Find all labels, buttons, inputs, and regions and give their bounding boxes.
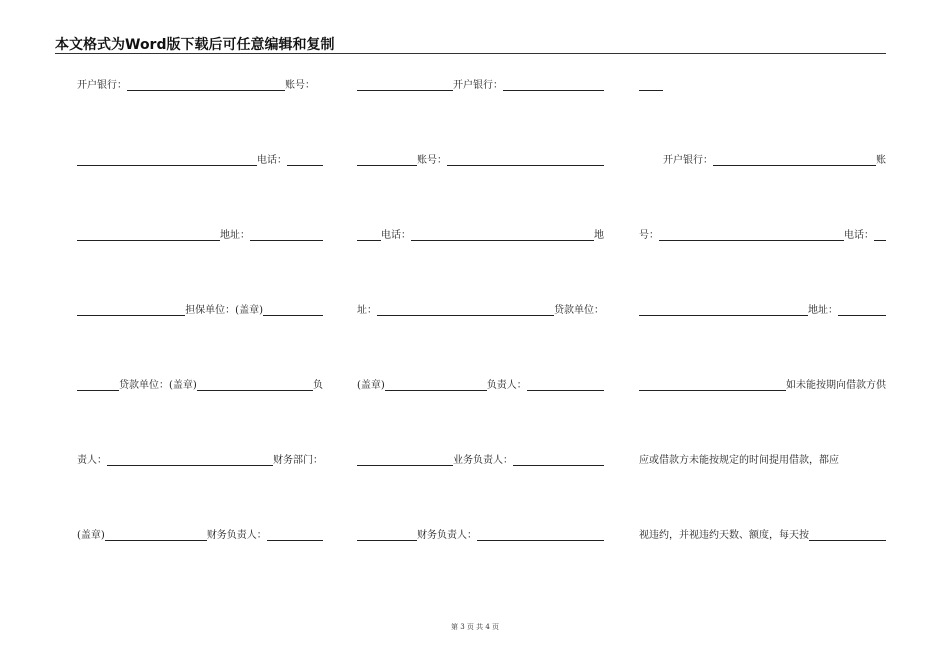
label-account: 账号：: [417, 155, 447, 166]
blank-finance-head[interactable]: [477, 530, 604, 541]
blank-bank[interactable]: [503, 80, 604, 91]
clause-text-1: 如未能按期向借款方供: [786, 380, 886, 391]
blank-address-cont[interactable]: [77, 305, 185, 316]
col1-line-3: [77, 230, 323, 242]
clause-text-3: 视违约，并视违约天数、额度，每天按: [639, 530, 809, 541]
col3-line-6: [639, 455, 886, 467]
blank-address-cont[interactable]: [639, 380, 786, 391]
label-business-head: 业务负责人：: [453, 455, 513, 466]
blank-bank[interactable]: [713, 155, 876, 166]
col2-line-1: [357, 80, 604, 92]
label-finance-dept: 财务部门：: [273, 455, 323, 466]
label-bank: 开户银行：: [453, 80, 503, 91]
col2-line-4: [357, 305, 604, 317]
col2-line-6: [357, 455, 604, 467]
label-account-end: 号：: [639, 230, 659, 241]
label-bank: 开户银行：: [663, 155, 713, 166]
label-address-start: 地: [594, 230, 604, 241]
label-address: 地址：: [808, 305, 838, 316]
blank-business-head[interactable]: [513, 455, 604, 466]
label-guarantor: 担保单位：(盖章): [185, 305, 263, 316]
label-lender-unit: 贷款单位：(盖章): [119, 380, 197, 391]
label-address-end: 址：: [357, 305, 377, 316]
label-bank: 开户银行：: [77, 80, 127, 91]
col2-line-7: [357, 530, 604, 542]
label-account: 账号：: [285, 80, 315, 91]
blank-guarantor[interactable]: [263, 305, 323, 316]
col1-line-5: [77, 380, 323, 392]
blank-seal[interactable]: [385, 380, 487, 391]
blank-phone-cont[interactable]: [639, 305, 808, 316]
col3-line-7: [639, 530, 886, 542]
blank-penalty-rate[interactable]: [809, 530, 886, 541]
blank-account-cont[interactable]: [357, 230, 381, 241]
blank-address[interactable]: [377, 305, 554, 316]
col1-line-7: [77, 530, 323, 542]
label-lender-unit: 贷款单位：: [554, 305, 604, 316]
clause-text-2: 应或借款方未能按规定的时间提用借款，都应: [639, 455, 839, 466]
label-seal: (盖章): [357, 380, 385, 391]
blank-bank[interactable]: [127, 80, 285, 91]
blank-address[interactable]: [838, 305, 886, 316]
col1-line-6: [77, 455, 323, 467]
blank-pre-finance[interactable]: [357, 530, 417, 541]
blank-account[interactable]: [659, 230, 844, 241]
label-address: 地址：: [220, 230, 250, 241]
label-phone: 电话：: [844, 230, 874, 241]
blank-seal[interactable]: [105, 530, 207, 541]
col3-line-5: [639, 380, 886, 392]
col2-line-3: [357, 230, 604, 242]
blank-guarantor-cont[interactable]: [77, 380, 119, 391]
blank-lender-unit[interactable]: [197, 380, 313, 391]
label-finance-head: 财务负责人：: [206, 530, 267, 541]
header-rule: [55, 53, 886, 54]
label-responsible-end: 责人：: [77, 455, 107, 466]
label-responsible-start: 负: [313, 380, 323, 391]
blank-continuation[interactable]: [639, 80, 663, 91]
blank-responsible[interactable]: [527, 380, 604, 391]
blank-account[interactable]: [77, 155, 257, 166]
blank-phone[interactable]: [287, 155, 323, 166]
blank-bank-cont[interactable]: [357, 155, 417, 166]
col3-line-4: [639, 305, 886, 317]
blank-address[interactable]: [250, 230, 323, 241]
label-finance-head: 财务负责人：: [417, 530, 477, 541]
blank-pre-business[interactable]: [357, 455, 453, 466]
blank-account[interactable]: [447, 155, 604, 166]
blank-phone[interactable]: [874, 230, 886, 241]
col3-line-1: [639, 80, 886, 92]
blank-phone-cont[interactable]: [77, 230, 220, 241]
label-responsible: 负责人：: [486, 380, 527, 391]
blank-responsible[interactable]: [107, 455, 273, 466]
col3-line-2: [639, 155, 886, 167]
page-number: 第 3 页 共 4 页: [450, 623, 500, 631]
label-seal: (盖章): [77, 530, 105, 541]
label-account-start: 账: [876, 155, 886, 166]
col1-line-1: [77, 80, 323, 92]
col1-line-2: [77, 155, 323, 167]
blank-phone[interactable]: [411, 230, 594, 241]
blank-pre-bank[interactable]: [357, 80, 453, 91]
col1-line-4: [77, 305, 323, 317]
label-phone: 电话：: [257, 155, 287, 166]
col2-line-2: [357, 155, 604, 167]
col2-line-5: [357, 380, 604, 392]
label-phone: 电话：: [381, 230, 411, 241]
blank-finance-head[interactable]: [267, 530, 323, 541]
page-header-title: 本文格式为Word版下载后可任意编辑和复制: [55, 37, 335, 53]
col3-line-3: [639, 230, 886, 242]
